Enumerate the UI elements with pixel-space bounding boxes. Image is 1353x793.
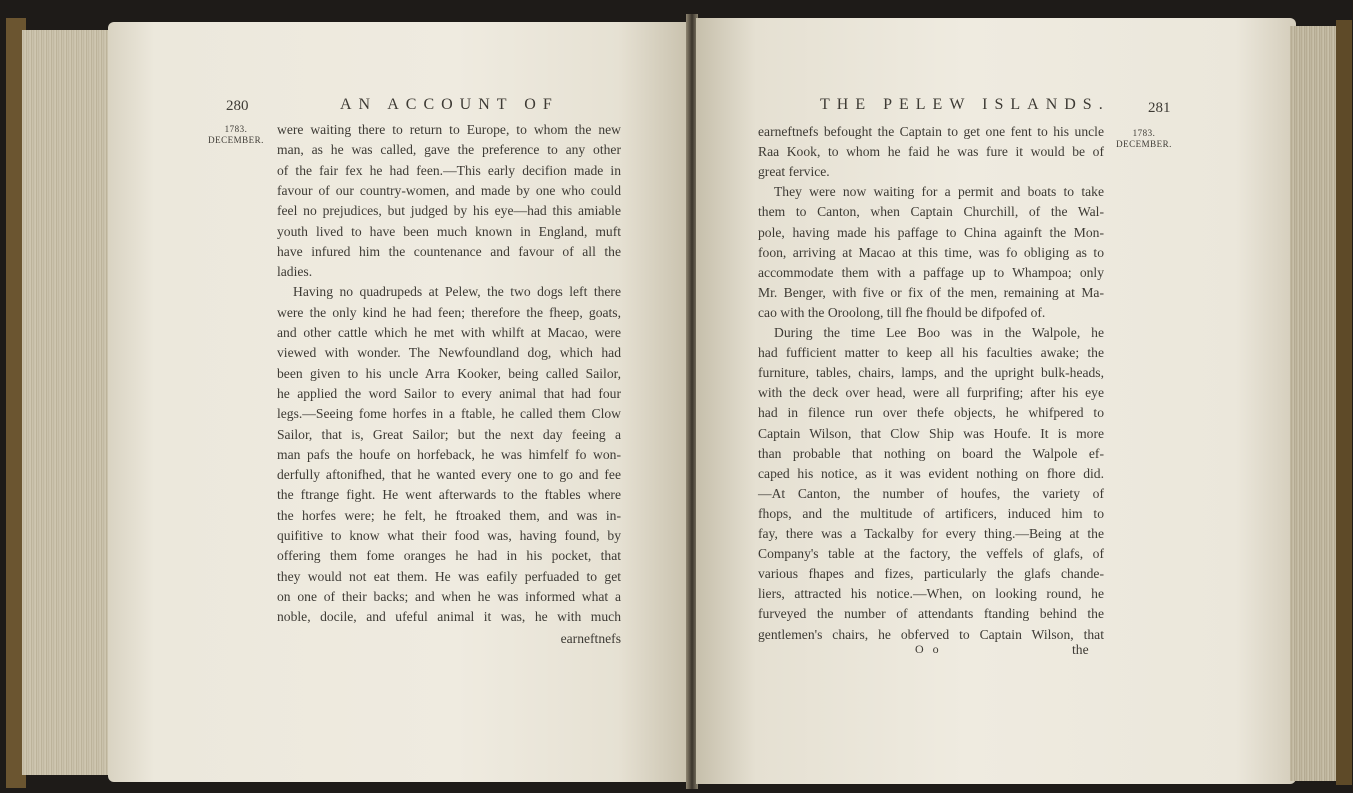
text-line: feel no prejudices, but judged by his eye—had this amiable bbox=[277, 203, 621, 219]
text-line: youth lived to have been much known in England, muft bbox=[277, 223, 621, 239]
text-line: gentlemen's chairs, he obferved to Captain Wilson, that bbox=[758, 626, 1104, 642]
text-line: had fufficient matter to keep all his faculties awake; the bbox=[758, 345, 1104, 361]
right-margin-year: 1783. bbox=[1132, 128, 1156, 138]
text-line: offering them fome oranges he had in his pocket, that bbox=[277, 548, 621, 564]
text-line: man pafs the houfe on horfeback, he was himfelf fo won- bbox=[277, 446, 621, 462]
text-line: and other cattle which he met with whilft at Macao, were bbox=[277, 325, 621, 340]
text-line: Raa Kook, to whom he faid he was fure it would be of bbox=[758, 144, 1104, 160]
text-line: been given to his uncle Arra Kooker, being called Sailor, bbox=[277, 365, 621, 381]
left-catchword: earneftnefs bbox=[560, 631, 621, 646]
text-line: Sailor, that is, Great Sailor; but the next day feeing a bbox=[277, 426, 621, 442]
text-line: ladies. bbox=[277, 264, 313, 280]
text-line: caped his notice, as it was evident nothing on fhore did. bbox=[758, 465, 1104, 481]
right-margin-month: DECEMBER. bbox=[1116, 139, 1172, 149]
text-line: They were now waiting for a permit and boats to take bbox=[774, 184, 1104, 200]
left-page-edges bbox=[22, 30, 112, 775]
text-line: have infured him the countenance and favour of all the bbox=[277, 243, 621, 259]
text-line: were waiting there to return to Europe, to whom the new bbox=[277, 122, 621, 137]
text-line: During the time Lee Boo was in the Walpole, he bbox=[774, 325, 1104, 340]
right-page-number: 281 bbox=[1148, 100, 1171, 116]
text-line: fay, there was a Tackalby for every thing.—Being at the bbox=[758, 526, 1104, 541]
text-line: furveyed the number of attendants ftanding behind the bbox=[758, 606, 1104, 622]
text-line: viewed with wonder. The Newfoundland dog, which had bbox=[277, 345, 621, 361]
text-line: the horfes were; he felt, he ftroaked them, and was in- bbox=[277, 507, 621, 523]
text-line: than probable that nothing on board the Walpole ef- bbox=[758, 445, 1104, 461]
text-line: derfully aftonifhed, that he wanted every one to go and fee bbox=[277, 467, 621, 483]
text-line: they would not eat them. He was eafily perfuaded to get bbox=[277, 568, 621, 584]
right-running-head: THE PELEW ISLANDS. bbox=[820, 96, 1110, 113]
text-line: foon, arriving at Macao at this time, was fo obliging as to bbox=[758, 244, 1104, 260]
text-line: pole, having made his paffage to China againft the Mon- bbox=[758, 224, 1104, 240]
text-line: were the only kind he had feen; therefore the fheep, goats, bbox=[277, 304, 621, 320]
text-line: man, as he was called, gave the preference to any other bbox=[277, 142, 621, 158]
text-line: —At Canton, the number of houfes, the variety of bbox=[758, 485, 1104, 501]
text-line: Mr. Benger, with five or fix of the men, remaining at Ma- bbox=[758, 284, 1104, 300]
text-line: Having no quadrupeds at Pelew, the two dogs left there bbox=[293, 284, 621, 300]
text-line: on one of their backs; and when he was informed what a bbox=[277, 588, 621, 604]
text-line: with the deck over head, were all furprifing; after his eye bbox=[758, 385, 1104, 401]
text-line: he applied the word Sailor to every animal that had four bbox=[277, 385, 621, 401]
right-page-edges bbox=[1290, 26, 1340, 781]
text-line: great fervice. bbox=[758, 164, 830, 180]
text-line: liers, attracted his notice.—When, on looking round, he bbox=[758, 586, 1104, 602]
text-line: quifitive to know what their food was, having found, by bbox=[277, 528, 621, 543]
text-line: Captain Wilson, that Clow Ship was Houfe. It is more bbox=[758, 425, 1104, 441]
left-page-number: 280 bbox=[226, 98, 249, 114]
text-line: noble, docile, and ufeful animal it was, he with much bbox=[277, 609, 621, 625]
left-margin-year: 1783. bbox=[224, 124, 248, 134]
right-cover-edge bbox=[1336, 20, 1352, 785]
text-line: of the fair fex he had feen.—This early decifion made in bbox=[277, 162, 621, 178]
text-line: legs.—Seeing fome horfes in a ftable, he called them Clow bbox=[277, 406, 621, 422]
text-line: had in filence run over thefe objects, he whifpered to bbox=[758, 405, 1104, 421]
text-line: furniture, tables, chairs, lamps, and the upright bulk-heads, bbox=[758, 365, 1104, 381]
text-line: them to Canton, when Captain Churchill, of the Wal- bbox=[758, 204, 1104, 220]
text-line: cao with the Oroolong, till fhe fhould be difpofed of. bbox=[758, 304, 1046, 320]
left-running-head: AN ACCOUNT OF bbox=[340, 96, 559, 113]
text-line: accommodate them with a paffage up to Whampoa; only bbox=[758, 264, 1104, 280]
left-margin-month: DECEMBER. bbox=[208, 135, 264, 145]
text-line: the ftrange fight. He went afterwards to the ftables where bbox=[277, 487, 621, 503]
text-line: favour of our country-women, and made by one who could bbox=[277, 182, 621, 198]
text-line: Company's table at the factory, the veffels of glafs, of bbox=[758, 546, 1104, 562]
text-line: various fhapes and fizes, particularly the glafs chande- bbox=[758, 566, 1104, 582]
right-signature-mark: O o bbox=[915, 642, 942, 656]
text-line: earneftnefs befought the Captain to get one fent to his uncle bbox=[758, 124, 1104, 139]
text-line: fhops, and the multitude of artificers, induced him to bbox=[758, 505, 1104, 521]
right-catchword: the bbox=[1072, 642, 1089, 657]
